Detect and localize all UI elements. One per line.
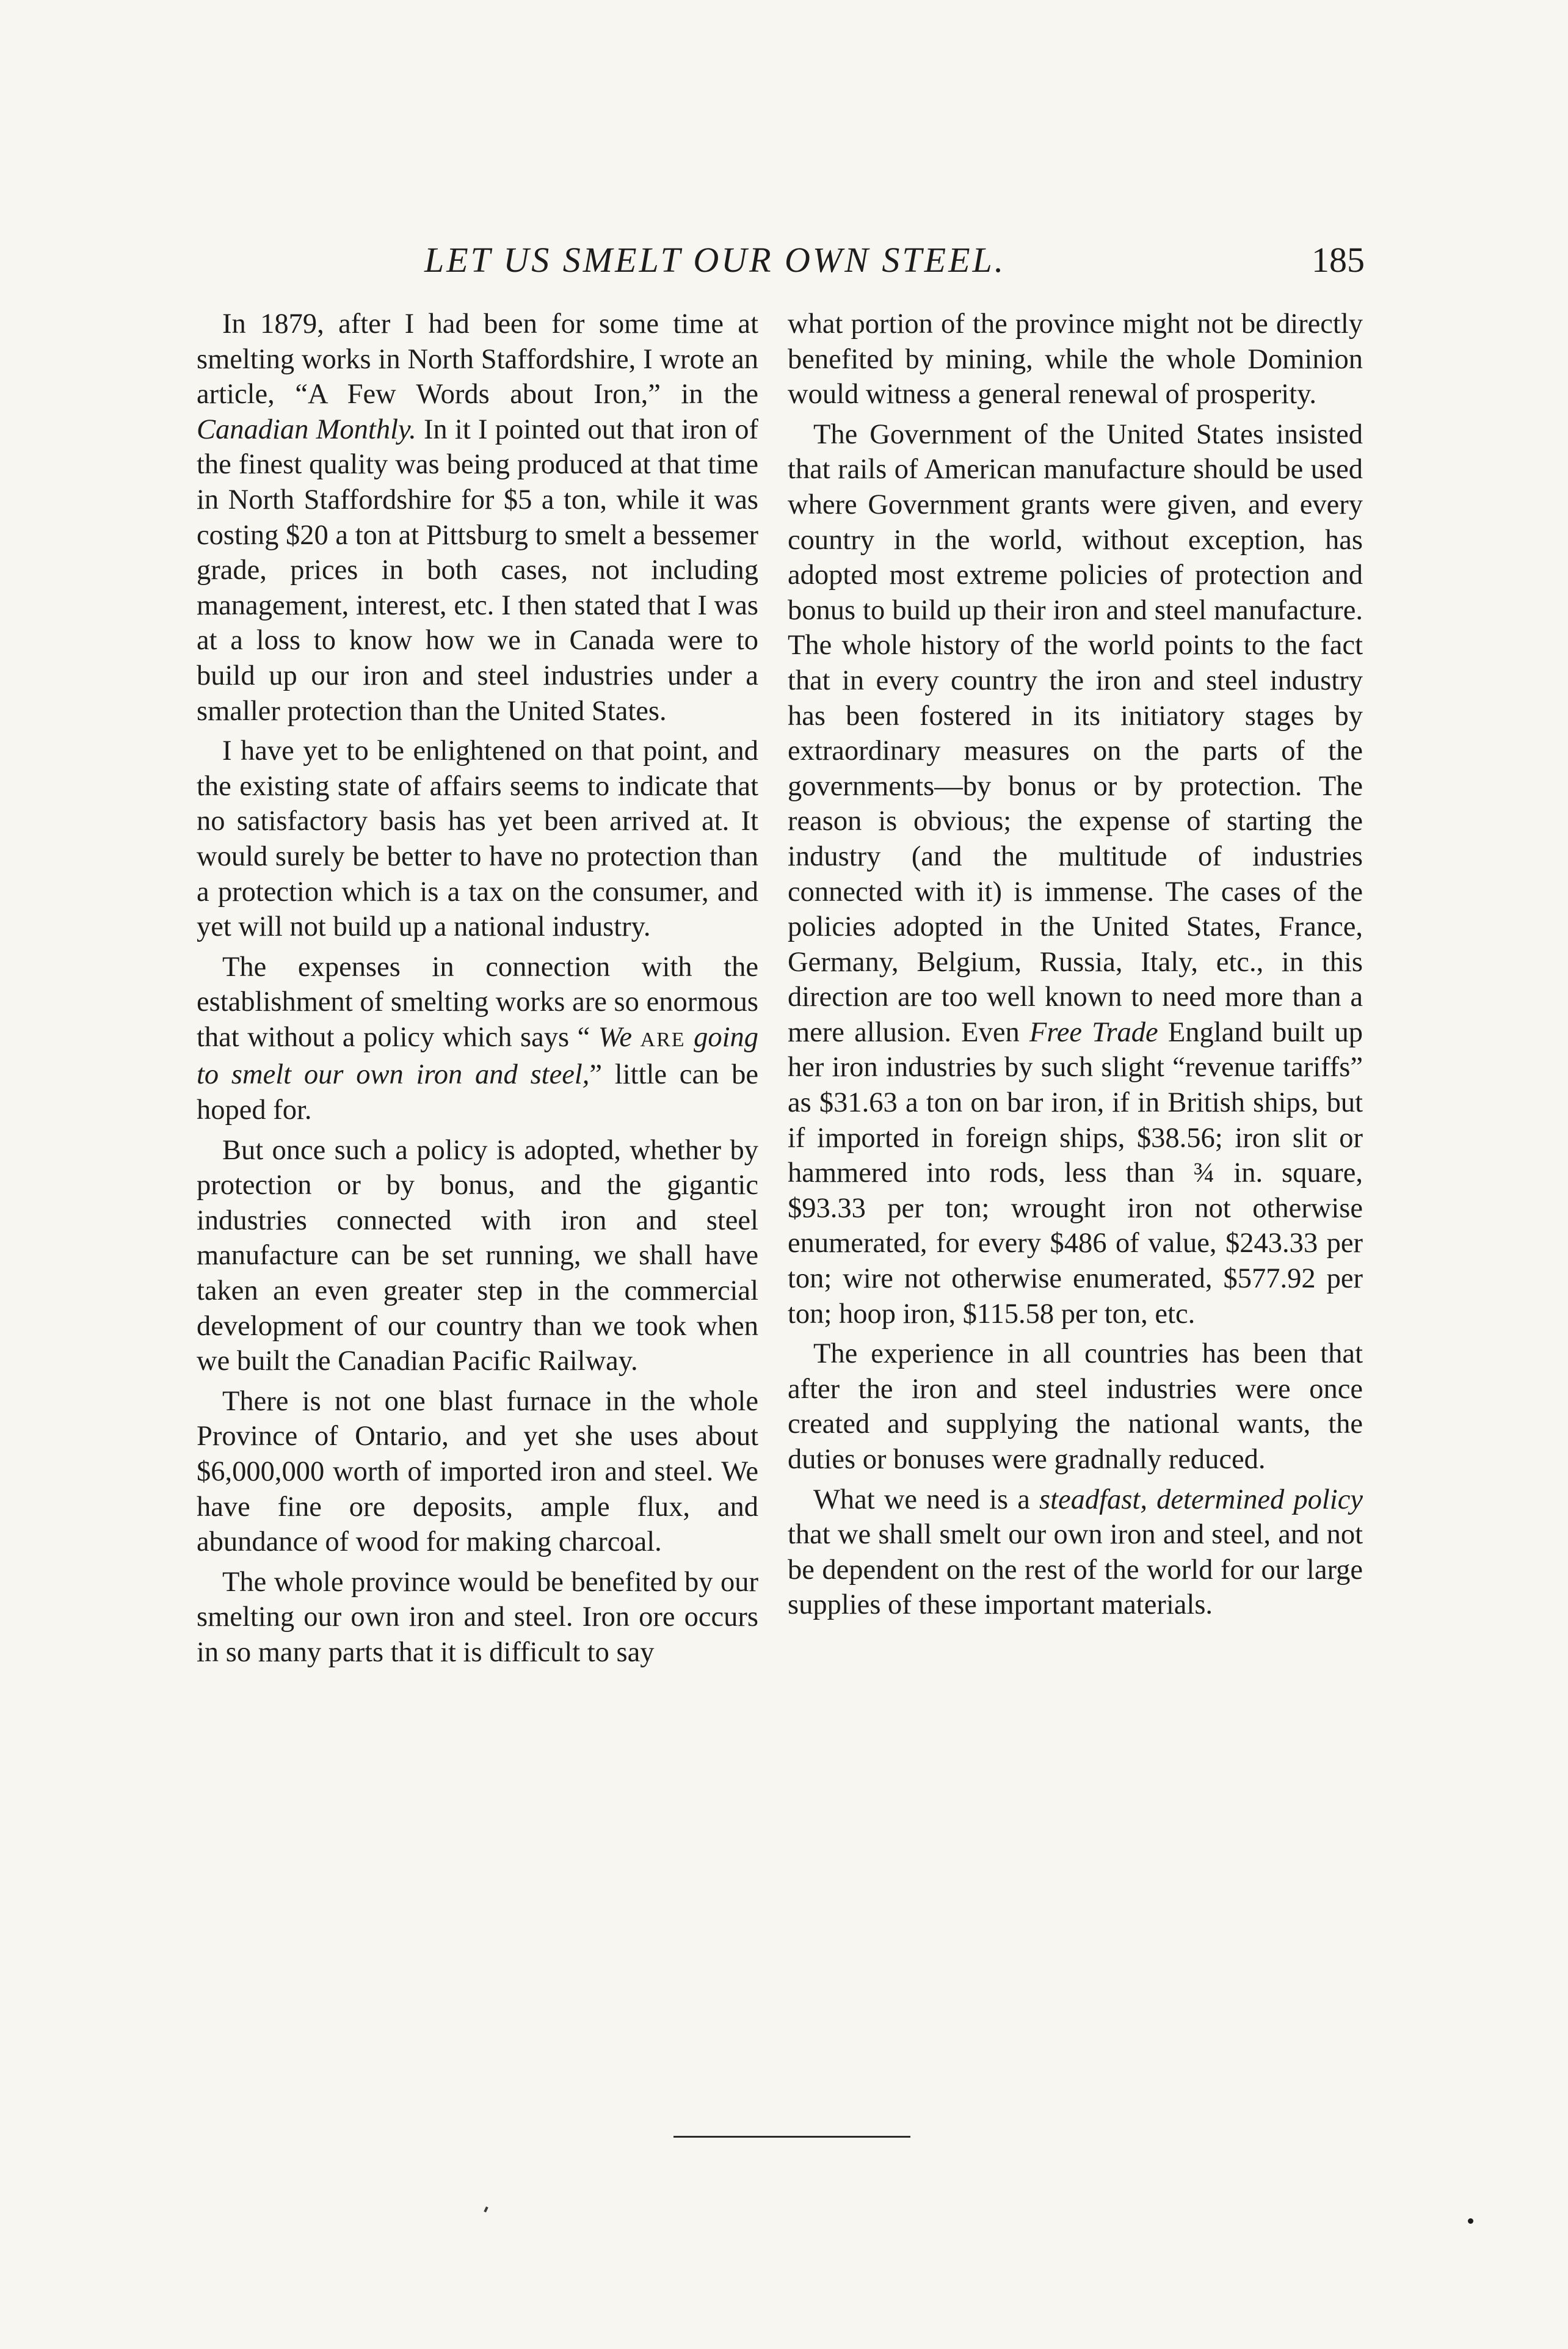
page-number: 185 — [1312, 240, 1365, 280]
paragraph-continued: what portion of the province might not be directly benefited by mining, while the whole Dominion would witness a general renewal of prosperity. — [788, 308, 1363, 410]
paragraph-1: In 1879, after I had been for some time at smelting works in North Staffordshire, I wrote an article, “A Few Words about Iron,” in the Canadian Monthly. In it I pointed out that iron of the finest quality was being produced at that time in North Staffordshire for $5 a ton, while it was costing $20 a ton at Pittsburg to smelt a bessemer grade, prices in both cases, not including management, interest, etc. I then stated that I was at a loss to know how we in Canada were to build up our iron and steel industries under a smaller protection than the United States. — [197, 308, 758, 727]
paragraph-3: The expenses in connection with the establishment of smelting works are so enormous that without a policy which says “ We ARE going to smelt our own iron and steel,” little can be hoped for. — [197, 951, 758, 1126]
paragraph-5: There is not one blast furnace in the whole Province of Ontario, and yet she uses about $6,000,000 worth of imported iron and steel. We have fine ore deposits, ample flux, and abundance of wood for making charcoal. — [197, 1385, 758, 1558]
running-title: LET US SMELT OUR OWN STEEL. — [424, 240, 1006, 280]
print-speck — [1468, 2218, 1473, 2224]
paragraph-6: The whole province would be benefited by our smelting our own iron and steel. Iron ore occurs in so many parts that it is difficult to say — [197, 1566, 758, 1668]
left-column — [197, 307, 758, 1675]
paragraph-7: The Government of the United States insisted that rails of American manufacture should be used where Government grants were given, and every country in the world, without exception, has adopted most extreme policies of protection and bonus to build up their iron and steel manufacture. The whole history of the world points to the fact that in every country the iron and steel industry has been fostered in its initiatory stages by extraordinary measures on the parts of the governments—by bonus or by protection. The reason is obvious; the expense of starting the industry (and the multitude of industries connected with it) is immense. The cases of the policies adopted in the United States, France, Germany, Belgium, Russia, Italy, etc., in this direction are too well known to need more than a mere allusion. Even Free Trade England built up her iron industries by such slight “revenue tariffs” as $31.63 a ton on bar iron, if in British ships, but if imported in foreign ships, $38.56; iron slit or hammered into rods, less than ¾ in. square, $93.33 per ton; wrought iron not otherwise enumerated, for every $486 of value, $243.33 per ton; wire not otherwise enumerated, $577.92 per ton; hoop iron, $115.58 per ton, etc. — [788, 418, 1363, 1330]
right-column — [788, 307, 1363, 1628]
paragraph-4: But once such a policy is adopted, whether by protection or by bonus, and the gigantic industries connected with iron and steel manufacture can be set running, we shall have taken an even greater step in the commercial development of our country than we took when we built the Canadian Pacific Railway. — [197, 1134, 758, 1377]
paragraph-2: I have yet to be enlightened on that point, and the existing state of affairs seems to indicate that no satisfactory basis has yet been arrived at. It would surely be better to have no protection than a protection which is a tax on the consumer, and yet will not build up a national industry. — [197, 735, 758, 943]
print-speck — [484, 2207, 488, 2213]
paragraph-9: What we need is a steadfast, determined policy that we shall smelt our own iron and steel, and not be dependent on the rest of the world for our large supplies of these important materials. — [788, 1484, 1363, 1621]
paragraph-8: The experience in all countries has been that after the iron and steel industries were once created and supplying the national wants, the duties or bonuses were gradnally reduced. — [788, 1338, 1363, 1475]
page-header — [0, 239, 1568, 294]
section-divider — [673, 2136, 910, 2138]
